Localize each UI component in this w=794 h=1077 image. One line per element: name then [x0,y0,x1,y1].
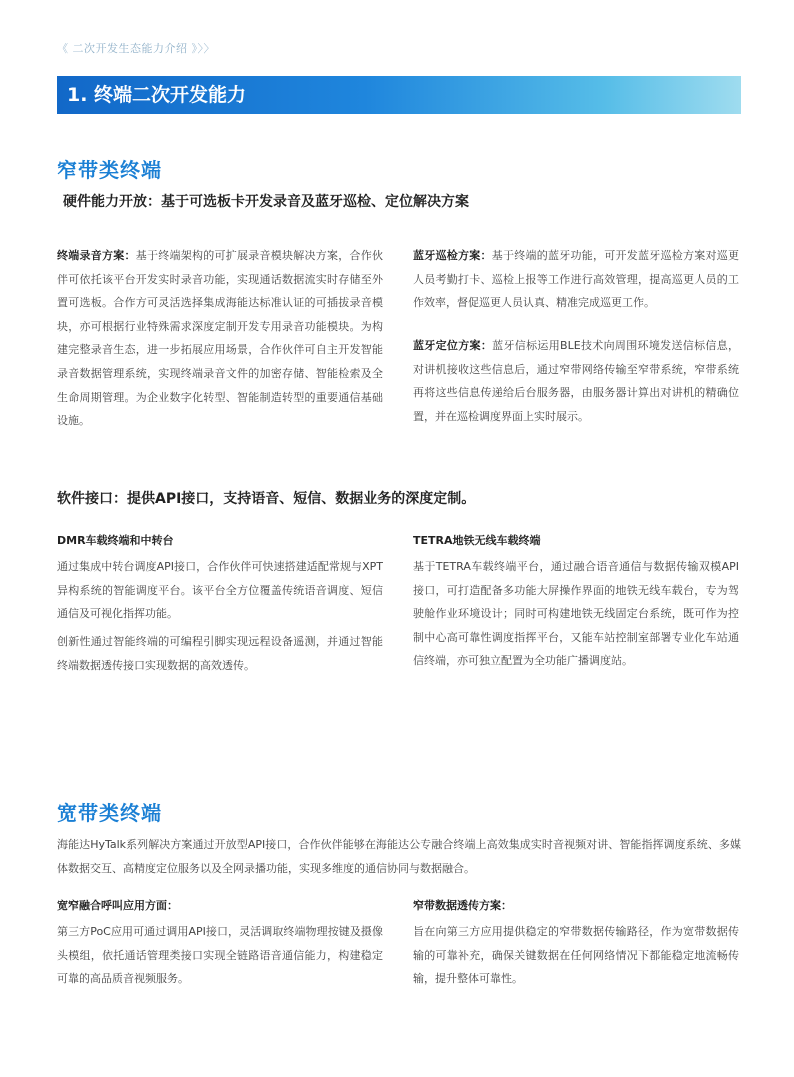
dmr-paragraph-2: 创新性通过智能终端的可编程引脚实现远程设备遥测，并通过智能终端数据透传接口实现数据的高效透传。 [57,635,383,672]
patrol-label: 蓝牙巡检方案： [413,249,492,262]
narrowband-title: 窄带类终端 [57,158,162,182]
breadcrumb: 《 二次开发生态能力介绍 》〉〉 [57,42,215,55]
dmr-title: DMR车载终端和中转台 [57,534,174,547]
recording-label: 终端录音方案： [57,249,136,262]
dmr-paragraph-1: 通过集成中转台调度API接口，合作伙伴可快速搭建适配常规与XPT异构系统的智能调度平台。该平台全方位覆盖传统语音调度、短信通信及可视化指挥功能。 [57,560,383,621]
recording-text: 基于终端架构的可扩展录音模块解决方案，合作伙伴可依托该平台开发实时录音功能，实现通话数据流实时存储至外置可选板。合作方可灵活选择集成海能达标准认证的可插拔录音模块，亦可根据行业特殊需求深度定制开发专用录音功能模块。为构建完整录音生态，进一步拓展应用场景，合作伙伴可自主开发智能录音数据管理系统，实现终端录音文件的加密存储、智能检索及全生命周期管理。为企业数字化转型、智能制造转型的重要通信基础设施。 [57,249,383,428]
section-banner [57,76,741,114]
patrol-paragraph [413,244,739,315]
tetra-paragraph: 基于TETRA车载终端平台，通过融合语音通信与数据传输双模API接口，可打造配备多功能大屏操作界面的地铁无线车载台，专为驾驶舱作业环境设计；同时可构建地铁无线固定台系统，既可作为控制中心高可靠性调度指挥平台，又能车站控制室部署专业化车站通信终端，亦可独立配置为全功能广播调度站。 [413,560,739,668]
data-transmission-paragraph: 旨在向第三方应用提供稳定的窄带数据传输路径，作为宽带数据传输的可靠补充，确保关键数据在任何网络情况下都能稳定地流畅传输，提升整体可靠性。 [413,925,739,986]
patrol-text: 基于终端的蓝牙功能，可开发蓝牙巡检方案对巡更人员考勤打卡、巡检上报等工作进行高效管理，提高巡更人员的工作效率，督促巡更人员认真、精准完成巡更工作。 [413,249,739,310]
positioning-text: 蓝牙信标运用BLE技术向周围环境发送信标信息，对讲机接收这些信息后，通过窄带网络传输至窄带系统，窄带系统再将这些信息传递给后台服务器，由服务器计算出对讲机的精确位置，并在巡检调度界面上实时展示。 [413,339,739,423]
positioning-label: 蓝牙定位方案： [413,339,493,352]
broadband-title: 宽带类终端 [57,801,162,825]
positioning-paragraph [413,334,739,428]
hardware-heading: 硬件能力开放：基于可选板卡开发录音及蓝牙巡检、定位解决方案 [63,194,469,210]
tetra-title: TETRA地铁无线车载终端 [413,534,541,547]
broadband-intro: 海能达HyTalk系列解决方案通过开放型API接口，合作伙伴能够在海能达公专融合终端上高效集成实时音视频对讲、智能指挥调度系统、多媒体数据交互、高精度定位服务以及全网录播功能，实现多维度的通信协同与数据融合。 [57,838,741,875]
data-transmission-title: 窄带数据透传方案： [413,899,512,912]
section-title: 1. 终端二次开发能力 [67,84,247,106]
poc-title: 宽窄融合呼叫应用方面： [57,899,178,912]
recording-paragraph [57,244,383,433]
poc-paragraph: 第三方PoC应用可通过调用API接口，灵活调取终端物理按键及摄像头模组，依托通话管理类接口实现全链路语音通信能力，构建稳定可靠的高品质音视频服务。 [57,925,383,986]
software-heading: 软件接口：提供API接口，支持语音、短信、数据业务的深度定制。 [57,491,476,507]
